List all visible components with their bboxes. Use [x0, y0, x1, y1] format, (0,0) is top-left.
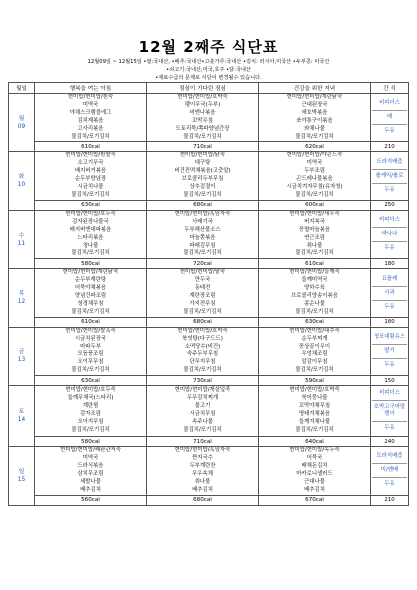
kcal-value: 710cal — [147, 437, 259, 447]
lunch-cell — [147, 386, 259, 437]
menu-item: 물김치/포기김치 — [295, 308, 334, 315]
menu-item: 취나물 — [194, 478, 211, 485]
menu-item: 현미밥/현미밥/닭죽 — [179, 152, 226, 159]
snack-item: 두유 — [384, 481, 395, 488]
menu-item: 콩순나물 — [304, 300, 325, 307]
breakfast-cell — [35, 152, 147, 200]
menu-item: 물김치/포기김치 — [295, 250, 334, 257]
menu-item: 물김치/포기김치 — [71, 367, 110, 374]
day-name: 토 — [18, 409, 25, 416]
menu-item: 단무지무침 — [189, 359, 216, 366]
menu-item: 세발나물 — [80, 478, 101, 485]
menu-item: 들깨겨채나물 — [298, 419, 331, 426]
menu-item: 현미밥/현미밥/흰쌀죽 — [65, 152, 116, 159]
menu-item: 짠지국수 — [192, 455, 213, 462]
breakfast-cell — [35, 386, 147, 437]
snack-item: 비피더스 — [372, 387, 407, 401]
menu-item: 브로콜리양송이볶음 — [291, 293, 338, 300]
menu-item: 배추김치 — [192, 486, 213, 493]
menu-item: 사래기국 — [192, 218, 213, 225]
kcal-value: 680cal — [147, 200, 259, 210]
kcal-value: 620cal — [259, 142, 371, 152]
menu-item: 버건진떡채볶음(고춧알) — [174, 168, 231, 175]
menu-item: 현미밥/현미밥/팥죽 — [179, 269, 226, 276]
menu-item: 미역국 — [82, 455, 99, 462]
dinner-cell — [259, 152, 371, 200]
menu-item: 물김치/포기김치 — [183, 427, 222, 433]
menu-item: 꽁멸마늘볶음 — [298, 226, 331, 233]
menu-item: 들깨미역국 — [301, 277, 328, 284]
day-date: 15 — [17, 476, 26, 483]
menu-item: 미역국 — [82, 101, 99, 108]
menu-item: 근대된장국 — [301, 101, 328, 108]
menu-item: 양념건파조림 — [74, 293, 107, 300]
menu-item: 현미밥/현미밥/녹두죽 — [289, 447, 340, 454]
day-date: 11 — [17, 240, 26, 247]
kcal-row — [9, 437, 409, 447]
kcal-row — [9, 317, 409, 327]
dinner-cell — [259, 210, 371, 258]
menu-item: 쏘야통구이볶음 — [296, 117, 333, 124]
dinner-cell — [259, 386, 371, 437]
kcal-value: 590cal — [259, 376, 371, 386]
day-cell — [9, 210, 35, 268]
menu-item: 물김치/포기김치 — [295, 191, 334, 198]
snack-item: 호박고구마말랭이 — [372, 401, 407, 422]
menu-item: 현미밥/현미밥/흰죽 — [67, 94, 114, 100]
kcal-value: 610cal — [35, 317, 147, 327]
menu-item: 동태전 — [194, 285, 211, 292]
menu-item: 마늘쫑볶음 — [189, 234, 216, 241]
breakfast-cell — [35, 447, 147, 495]
menu-item: 대구탕 — [194, 160, 211, 167]
menu-item: 가지전무침 — [189, 300, 216, 307]
snack-item: 도라지배즙 — [372, 450, 407, 464]
menu-item: 만두국 — [194, 277, 211, 284]
menu-item: 물김치/포기김치 — [71, 250, 110, 257]
kcal-value: 600cal — [259, 200, 371, 210]
lunch-cell — [147, 327, 259, 375]
menu-item: 속주나물 — [192, 419, 213, 426]
menu-item: 삼치무조림 — [77, 470, 104, 477]
menu-item: 미역국 — [306, 160, 323, 167]
snack-cell — [371, 210, 409, 258]
menu-item: 파래김무침 — [189, 242, 216, 249]
menu-item: 명태겨채볶음 — [298, 411, 331, 418]
breakfast-cell — [35, 94, 147, 142]
menu-item: 곤드레나물볶음 — [296, 176, 333, 183]
snack-cell — [371, 94, 409, 142]
menu-item: 두무감치찌개 — [186, 395, 219, 402]
menu-item: 배채돈김치 — [301, 463, 328, 469]
menu-item: 비엔나볶음 — [189, 109, 216, 116]
snack-cell — [371, 447, 409, 495]
kcal-value: 630cal — [35, 376, 147, 386]
menu-item: 드라식볶음 — [77, 463, 104, 469]
menu-item: 감자된장나물국 — [72, 218, 109, 225]
header-dinner: 건강을 위한 저녁 — [259, 83, 371, 94]
snack-item: 미/벤베 — [372, 464, 407, 478]
kcal-row — [9, 495, 409, 505]
menu-item: 물김치/포기김치 — [295, 427, 334, 433]
menu-item: 현미밥/현미밥/대추죽 — [289, 327, 340, 334]
origin-line: •쇠고기:국내산,미국,호주 •닭:국내산 — [166, 67, 251, 73]
menu-item: 물김치/포기김치 — [183, 367, 222, 374]
menu-item: 꼬막야채무침 — [298, 403, 331, 410]
menu-item: 현미밥/현미밥/계란닭죽 — [62, 269, 119, 276]
snack-item: 두유 — [384, 245, 395, 252]
menu-item: 물김치/포기김치 — [71, 133, 110, 140]
snack-item: 청포대황유스 — [372, 331, 407, 345]
menu-item: 현미밥/현미밥/들깨죽 — [289, 269, 340, 276]
day-name: 월 — [18, 115, 25, 122]
snack-item: 바나나 — [372, 228, 407, 242]
kcal-value: 580cal — [35, 437, 147, 447]
kcal-row — [9, 259, 409, 269]
header-lunch: 점심이 기다린 점심 — [147, 83, 259, 94]
menu-item: 김치제볶음 — [77, 117, 104, 124]
menu-body — [9, 94, 409, 506]
dinner-cell — [259, 447, 371, 495]
day-cell — [9, 269, 35, 327]
menu-item: 마카로니샐러드 — [296, 470, 333, 477]
breakfast-cell — [35, 210, 147, 258]
origin-notice — [6, 58, 411, 82]
kcal-value: 670cal — [259, 495, 371, 505]
menu-item: 순두부양념장 — [74, 176, 107, 183]
snack-kcal-value: 210 — [371, 495, 409, 505]
menu-item: 양하수육 — [304, 285, 325, 292]
menu-item: 두부조림 — [304, 168, 325, 175]
snack-kcal-value: 250 — [371, 200, 409, 210]
snack-item: 두유 — [384, 425, 395, 432]
menu-item: 물김치/포기김치 — [295, 133, 334, 140]
snack-item: 두유 — [384, 186, 395, 193]
header-snack: 간 식 — [371, 83, 409, 94]
menu-item: 애호박볶음 — [301, 109, 328, 116]
menu-item: 현미밥/현미밥/호박죽 — [177, 327, 228, 334]
menu-item: 브로콜리두부무침 — [181, 176, 224, 183]
menu-item: 알감이무침 — [301, 359, 328, 366]
lunch-cell — [147, 447, 259, 495]
lunch-cell — [147, 152, 259, 200]
menu-item: 현미밥/현미밥/야콘드죽 — [286, 152, 343, 159]
menu-item: 시금치겨자무침(유자청) — [286, 184, 343, 191]
kcal-value: 580cal — [35, 259, 147, 269]
kcal-value: 680cal — [147, 495, 259, 505]
day-name: 목 — [18, 291, 25, 298]
day-date: 14 — [17, 417, 26, 424]
snack-item: 요플레 — [372, 273, 407, 287]
menu-item: 물김치/포기김치 — [183, 191, 222, 198]
lunch-cell — [147, 210, 259, 258]
snack-item: 두유 — [384, 128, 395, 135]
snack-cell — [371, 386, 409, 437]
day-name: 화 — [18, 174, 25, 181]
menu-item: 와채나물 — [304, 125, 325, 132]
menu-item: 시금치된장국 — [74, 335, 107, 342]
snack-item: 딸기 — [372, 345, 407, 359]
menu-item: 숙주두부무침 — [186, 351, 219, 358]
kcal-value: 710cal — [147, 142, 259, 152]
menu-item: 시금치무침 — [189, 411, 216, 418]
day-cell — [9, 327, 35, 385]
kcal-value: 680cal — [147, 317, 259, 327]
menu-item: 오이무무침 — [77, 359, 104, 366]
day-row — [9, 269, 409, 317]
menu-item: 배추김치 — [304, 486, 325, 493]
menu-item: 물김치/포기김치 — [71, 308, 110, 315]
menu-item: 소떡당수(비건) — [184, 343, 221, 350]
menu-item: 근대나물 — [304, 478, 325, 485]
day-date: 09 — [17, 123, 26, 130]
menu-item: 도토리묵/쪽파양념간장 — [175, 125, 230, 132]
menu-item: 우엉채조림 — [301, 351, 328, 358]
menu-item: 감자조림 — [80, 411, 101, 418]
menu-item: 배추김치 — [80, 486, 101, 493]
menu-item: 상추겉절이 — [189, 184, 216, 191]
menu-item: 소고기무국 — [77, 160, 104, 167]
day-cell — [9, 152, 35, 210]
snack-kcal-value: 180 — [371, 259, 409, 269]
menu-item: 현미밥/현미밥/새우죽 — [289, 210, 340, 217]
menu-item: 취나물 — [306, 242, 323, 249]
menu-item: 불고기 — [194, 403, 211, 410]
day-row — [9, 327, 409, 375]
kcal-value: 630cal — [259, 317, 371, 327]
menu-item: 현미밥/현미밥/호두죽 — [65, 387, 116, 394]
kcal-row — [9, 142, 409, 152]
menu-item: 북엇탕(다구드드) — [182, 335, 223, 342]
menu-item: 버지복국 — [304, 218, 325, 225]
menu-item: 현미밥/현미밥/계란닭죽 — [286, 94, 343, 100]
menu-item: 물김치/포기김치 — [71, 191, 110, 198]
snack-item: 두유 — [384, 303, 395, 310]
lunch-cell — [147, 94, 259, 142]
dinner-cell — [259, 269, 371, 317]
snack-item: 사과 — [372, 287, 407, 301]
snack-kcal-value: 210 — [371, 142, 409, 152]
menu-item: 연근조림 — [304, 234, 325, 241]
snack-item: 도라지배즙 — [372, 156, 407, 170]
dinner-cell — [259, 94, 371, 142]
menu-item: 순두부계란탕 — [74, 277, 107, 284]
menu-item: 꽁상골이우이 — [298, 343, 331, 350]
menu-item: 청나물 — [82, 242, 99, 249]
menu-item: 물김치/포기김치 — [183, 308, 222, 315]
snack-item: 비피더스 — [372, 214, 407, 228]
menu-item: 모듬풍조림 — [77, 351, 104, 358]
menu-item: 어묵국 — [306, 455, 323, 462]
day-row — [9, 94, 409, 142]
dinner-cell — [259, 327, 371, 375]
origin-line: 12월09일 ~ 12월15일 •쌀:국내산, •배추:국내산•고춧가루:국내산 •김치: 러시아,미국산 •두부콩: 미국산 — [87, 59, 330, 65]
day-cell — [9, 386, 35, 447]
snack-item: 롤케익/롤로 — [372, 170, 407, 184]
menu-item: 오이지무침 — [77, 419, 104, 426]
menu-item: 현미밥/현미밥/쌔판관저죽 — [60, 447, 121, 454]
kcal-value: 640cal — [259, 437, 371, 447]
menu-item: 현미밥/현미밥/흑임자죽 — [174, 210, 231, 217]
menu-item: 야채스크램블에그 — [69, 109, 112, 116]
header-row — [9, 83, 409, 94]
day-row — [9, 447, 409, 495]
day-cell — [9, 447, 35, 505]
menu-item: 현미밥/현미밥/쌀흑죽 — [65, 327, 116, 334]
menu-item: 물김치/포기김치 — [295, 367, 334, 374]
snack-item: 비피더스 — [372, 97, 407, 111]
day-name: 수 — [18, 232, 25, 239]
menu-item: 물김치/포기김치 — [183, 133, 222, 140]
menu-item: 들깨무채국(느타리) — [67, 395, 114, 402]
menu-item: 현미밥/현미밥/흑임자죽 — [174, 447, 231, 454]
day-name: 금 — [18, 349, 25, 356]
menu-item: 계란장조림 — [189, 293, 216, 300]
lunch-cell — [147, 269, 259, 317]
snack-cell — [371, 327, 409, 375]
menu-item: 현미밥/현미밥/호박죽 — [177, 94, 228, 100]
menu-item: 두부해산물소스 — [184, 226, 221, 233]
day-row — [9, 210, 409, 258]
kcal-value: 720cal — [147, 259, 259, 269]
day-date: 12 — [17, 299, 26, 306]
menu-item: 현미밥/현미밥/게살덮죽 — [174, 387, 231, 394]
snack-item: 배 — [372, 111, 407, 125]
day-row — [9, 386, 409, 437]
menu-item: 현미밥/현미밥/호두죽 — [65, 210, 116, 217]
breakfast-cell — [35, 269, 147, 317]
header-breakfast: 행복을 여는 아침 — [35, 83, 147, 94]
menu-item: 물김치/포기김치 — [183, 250, 222, 257]
day-date: 13 — [17, 357, 26, 364]
kcal-value: 610cal — [35, 142, 147, 152]
menu-item: 북어뭉나물 — [301, 395, 328, 402]
menu-item: 배지버거볶음 — [74, 168, 107, 175]
header-date: 월일 — [9, 83, 35, 94]
menu-item: 현미밥/현미밥/호박죽 — [289, 387, 340, 394]
page-title: 12월 2째주 식단표 — [138, 38, 279, 56]
menu-item: 꼬막무침 — [192, 117, 213, 124]
day-row — [9, 152, 409, 200]
day-name: 일 — [18, 468, 25, 475]
day-cell — [9, 94, 35, 152]
menu-item: 어묵야채볶음 — [74, 285, 107, 292]
kcal-value: 610cal — [259, 259, 371, 269]
menu-item: 시금치나물 — [77, 184, 104, 191]
origin-line: •재료수급의 문제로 식단이 변경될수 있습니다. — [155, 75, 262, 81]
snack-item: 두유 — [384, 361, 395, 368]
day-date: 10 — [17, 182, 26, 189]
kcal-row — [9, 376, 409, 386]
kcal-value: 730cal — [147, 376, 259, 386]
menu-item: 순두부찌개 — [301, 335, 328, 342]
menu-item: 물김치/포기김치 — [71, 427, 110, 433]
kcal-value: 560cal — [35, 495, 147, 505]
snack-cell — [371, 269, 409, 317]
kcal-value: 630cal — [35, 200, 147, 210]
snack-kcal-value: 180 — [371, 317, 409, 327]
menu-table — [8, 82, 409, 506]
kcal-row — [9, 200, 409, 210]
menu-item: 팽이무국(두부) — [184, 101, 221, 108]
snack-kcal-value: 240 — [371, 437, 409, 447]
menu-item: 고사리볶음 — [77, 125, 104, 132]
menu-item: 계란찜 — [82, 403, 99, 410]
menu-item: 느타리볶음 — [77, 234, 104, 241]
menu-item: 배지버엔대파볶음 — [69, 226, 112, 233]
breakfast-cell — [35, 327, 147, 375]
snack-kcal-value: 150 — [371, 376, 409, 386]
snack-cell — [371, 152, 409, 200]
menu-item: 청경채무침 — [77, 300, 104, 307]
menu-item: 무우속채 — [192, 470, 213, 477]
menu-item: 마파두부 — [80, 343, 101, 350]
menu-item: 두부계란찬 — [189, 463, 216, 469]
